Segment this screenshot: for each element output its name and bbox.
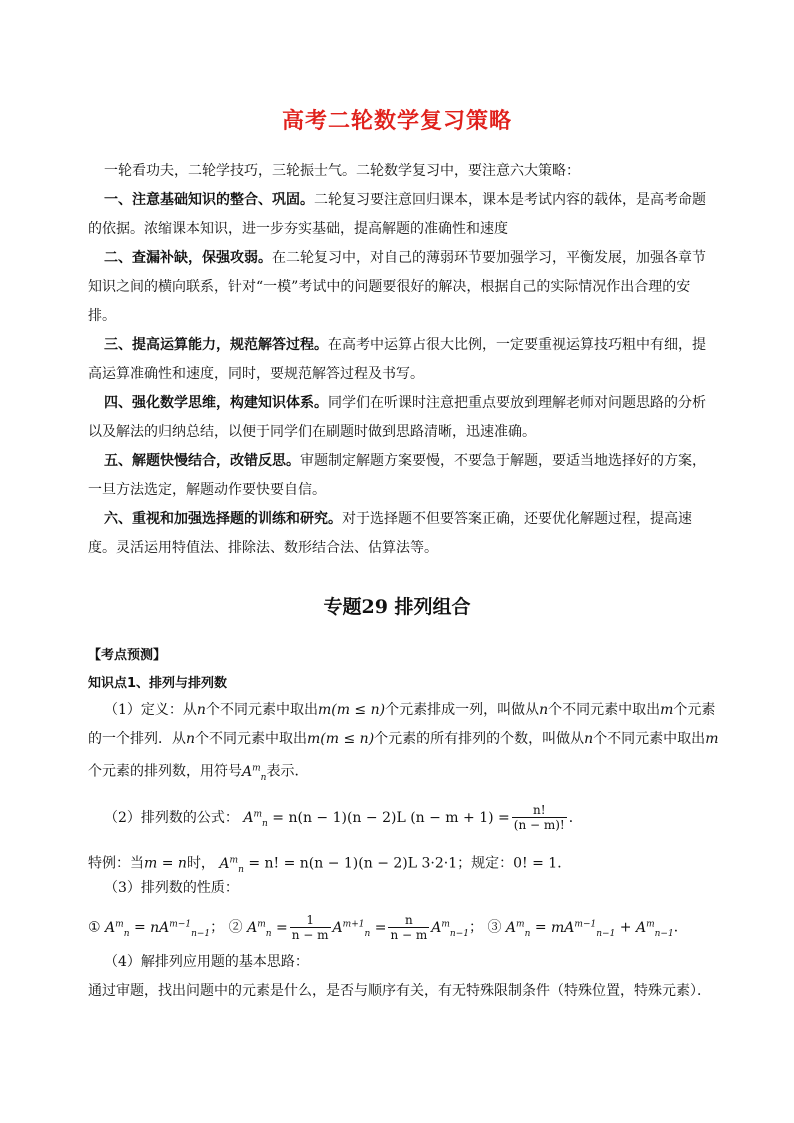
strategy-text: 对于选择题不但要答案正确，还要优化解题过程，提高速度。灵活运用特值法、排除法、数形结合法、估算法等。 (88, 511, 692, 556)
intro-lead: 一轮看功夫，二轮学技巧，三轮振士气。二轮数学复习中，要注意六大策略： (104, 163, 580, 179)
special-formula: $A^m_n = n$! = n(n − 1)(n − 2)L 3·2·1 (219, 855, 458, 875)
strategy-item-4 (88, 389, 718, 447)
definition-text: （1）定义：从n个不同元素中取出m(m ≤ n)个元素排成一列，叫做从n个不同元素中取出m个元素的一个排列．从n个不同元素中取出m(m ≤ n)个元素的所有排列的个数，叫做从n个不同元素中取出m个元素的排列数，用符号$A^m_n$表示． (88, 702, 719, 783)
property-formulas: ① $A^m_n = nA^{m-1}_{n-1}$； ② $A^m_n$ = $\frac{1}{n - m}$ $A^{m+1}_n$ = $\frac{n}{n - m}$ $A^m_{n-1}$； ③ $A^m_n = mA^{m-1}_{n-1} + A^m_{n-1}$． (88, 913, 688, 943)
approach-heading-row: （4）解排列应用题的基本思路： (104, 954, 309, 970)
approach-text: 通过审题，找出问题中的元素是什么，是否与顺序有关，有无特殊限制条件（特殊位置，特殊元素）． (88, 983, 711, 999)
strategy-item-3 (88, 331, 718, 389)
property-heading-row: （3）排列数的性质： (104, 880, 239, 896)
definition-paragraph (88, 696, 728, 792)
kaodian-tag-row (88, 644, 728, 663)
property-3: $A^m_n = mA^{m-1}_{n-1} + A^m_{n-1}$ (505, 919, 674, 939)
strategy-text: 在高考中运算占很大比例，一定要重视运算技巧粗中有细，提高运算准确性和速度，同时，要规范解答过程及书写。 (88, 337, 706, 382)
page-title: 高考二轮数学复习策略 (281, 109, 512, 134)
strategy-text: 二轮复习要注意回归课本，课本是考试内容的载体，是高考命题的依据。浓缩课本知识，进一步夯实基础，提高解题的准确性和速度 (88, 192, 706, 237)
knowledge-point-heading: 知识点1、排列与排列数 (88, 676, 228, 691)
approach-paragraph (88, 977, 728, 1006)
perm-symbol: $A^m_n$ (242, 763, 267, 783)
property-1: $A^m_n = nA^{m-1}_{n-1}$ (105, 919, 211, 939)
kaodian-tag: 【考点预测】 (88, 648, 167, 663)
formula-paragraph: （2）排列数的公式： $A^m_n = n(n - 1)(n - 2)L$ (n − m + 1) = $\frac{n!}{(n - m)!}$ ． (104, 803, 583, 833)
knowledge-point-heading-row (88, 672, 728, 691)
strategy-item-6 (88, 505, 718, 563)
strategy-section (88, 157, 718, 563)
strategy-heading: 一、注意基础知识的整合、巩固。 (104, 192, 314, 208)
strategy-text: 审题制定解题方案要慢，不要急于解题，要适当地选择好的方案，一旦方法选定，解题动作要快要自信。 (88, 453, 706, 498)
strategy-heading: 四、强化数学思维，构建知识体系。 (104, 395, 328, 411)
perm-formula: $A^m_n = n(n - 1)(n - 2)L$ (n − m + 1) = $\frac{n!}{(n - m)!}$ ． (243, 803, 583, 833)
property-2: $A^m_n$ = $\frac{1}{n - m}$ $A^{m+1}_n$ = $\frac{n}{n - m}$ $A^m_{n-1}$ (247, 913, 469, 943)
strategy-heading: 六、重视和加强选择题的训练和研究。 (104, 511, 342, 527)
strategy-item-1 (88, 186, 718, 244)
strategy-text: 同学们在听课时注意把重点要放到理解老师对问题思路的分析以及解法的归纳总结，以便于同学们在刷题时做到思路清晰，迅速准确。 (88, 395, 706, 440)
strategy-heading: 三、提高运算能力，规范解答过程。 (104, 337, 328, 353)
strategy-heading: 五、解题快慢结合，改错反思。 (104, 453, 300, 469)
special-case-paragraph: 特例：当m = n时， $A^m_n = n$! = n(n − 1)(n − 2)L 3·2·1；规定：0! = 1． (88, 855, 572, 875)
strategy-item-5 (88, 447, 718, 505)
topic-title: 专题29 排列组合 (323, 596, 471, 618)
strategy-item-2 (88, 244, 718, 331)
strategy-heading: 二、查漏补缺，保强攻弱。 (104, 250, 272, 266)
strategy-text: 在二轮复习中，对自己的薄弱环节要加强学习，平衡发展，加强各章节知识之间的横向联系，针对“一模”考试中的问题要很好的解决，根据自己的实际情况作出合理的安排。 (88, 250, 706, 324)
